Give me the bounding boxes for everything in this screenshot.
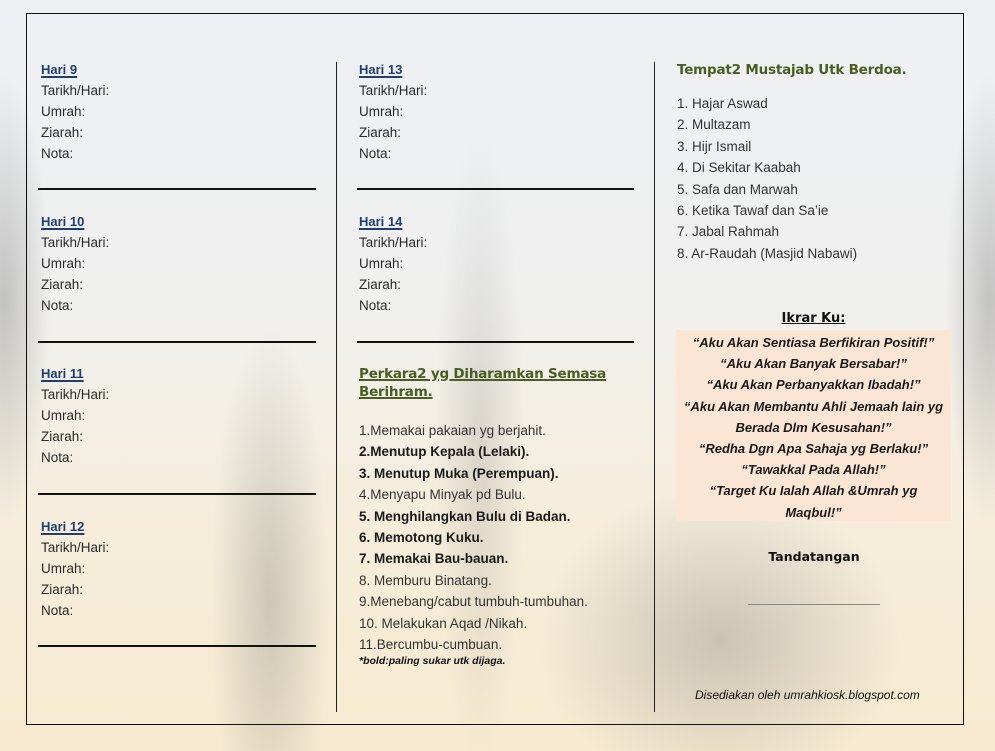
- bold-note: *bold:paling sukar utk dijaga.: [359, 655, 506, 668]
- ikrar-line: “Tawakkal Pada Allah!”: [741, 462, 886, 478]
- place-item: 5. Safa dan Marwah: [677, 181, 798, 197]
- ikrar-line: Maqbul!”: [785, 504, 842, 520]
- field-ziarah: Ziarah:: [359, 277, 402, 292]
- column-divider-1: [336, 62, 337, 712]
- day-title: Hari 11: [41, 366, 84, 381]
- ikrar-line: “Aku Akan Membantu Ahli Jemaah lain yg: [683, 398, 944, 414]
- place-item: 2. Multazam: [677, 117, 751, 133]
- field-note: Nota:: [359, 298, 392, 313]
- day-block-12: [41, 519, 109, 618]
- place-item: 6. Ketika Tawaf dan Sa’ie: [677, 202, 829, 218]
- day-title: Hari 13: [359, 62, 403, 77]
- field-note: Nota:: [41, 603, 74, 618]
- day-title: Hari 10: [41, 214, 85, 229]
- prohibited-item: 9.Menebang/cabut tumbuh-tumbuhan.: [359, 594, 588, 610]
- separator-line: [38, 493, 316, 495]
- day-block-11: [41, 366, 109, 465]
- field-umrah: Umrah:: [41, 408, 86, 423]
- field-ziarah: Ziarah:: [41, 429, 84, 444]
- field-umrah: Umrah:: [41, 256, 86, 271]
- prohibited-item: 8. Memburu Binatang.: [359, 572, 492, 588]
- day-title: Hari 12: [41, 519, 85, 534]
- prohibited-section: [359, 365, 606, 667]
- separator-line: [38, 341, 316, 343]
- ikrar-line: “Redha Dgn Apa Sahaja yg Berlaku!”: [698, 440, 929, 456]
- field-note: Nota:: [41, 450, 74, 465]
- ikrar-line: “Target Ku Ialah Allah &Umrah yg: [709, 483, 918, 499]
- place-item: 3. Hijr Ismail: [677, 138, 752, 154]
- field-date: Tarikh/Hari:: [41, 235, 110, 250]
- separator-line: [38, 188, 316, 190]
- prohibited-item: 10. Melakukan Aqad /Nikah.: [359, 615, 528, 631]
- prohibited-item: 1.Memakai pakaian yg berjahit.: [359, 423, 546, 438]
- field-note: Nota:: [41, 146, 74, 161]
- field-ziarah: Ziarah:: [359, 125, 402, 140]
- ikrar-title: Ikrar Ku:: [781, 311, 846, 326]
- prohibited-title: Perkara2 yg Diharamkan Semasa: [359, 366, 607, 382]
- separator-line: [357, 188, 634, 190]
- day-block-9: [41, 62, 109, 161]
- ikrar-line: Berada Dlm Kesusahan!”: [735, 419, 892, 435]
- prohibited-item: 7. Memakai Bau-bauan.: [359, 551, 509, 567]
- ikrar-line: “Aku Akan Banyak Bersabar!”: [720, 356, 907, 372]
- field-ziarah: Ziarah:: [41, 277, 84, 292]
- field-umrah: Umrah:: [359, 104, 404, 119]
- field-date: Tarikh/Hari:: [359, 235, 428, 250]
- prohibited-item: 2.Menutup Kepala (Lelaki).: [359, 444, 530, 460]
- field-ziarah: Ziarah:: [41, 582, 84, 597]
- place-item: 4. Di Sekitar Kaabah: [677, 160, 801, 176]
- day-title: Hari 14: [359, 214, 403, 229]
- credit-text: Disediakan oleh umrahkiosk.blogspot.com: [695, 688, 920, 702]
- field-date: Tarikh/Hari:: [41, 83, 110, 98]
- field-date: Tarikh/Hari:: [41, 387, 110, 402]
- day-block-13: [359, 62, 427, 161]
- prohibited-item: 6. Memotong Kuku.: [359, 529, 484, 545]
- field-note: Nota:: [359, 146, 392, 161]
- field-ziarah: Ziarah:: [41, 125, 84, 140]
- ikrar-line: “Aku Akan Perbanyakkan Ibadah!”: [706, 377, 921, 393]
- day-title: Hari 9: [41, 62, 78, 77]
- separator-line: [38, 645, 316, 647]
- field-date: Tarikh/Hari:: [359, 83, 428, 98]
- place-item: 7. Jabal Rahmah: [677, 224, 780, 240]
- places-title: Tempat2 Mustajab Utk Berdoa.: [677, 62, 907, 78]
- field-note: Nota:: [41, 298, 74, 313]
- day-block-14: [359, 214, 427, 313]
- field-umrah: Umrah:: [359, 256, 404, 271]
- prohibited-item: 4.Menyapu Minyak pd Bulu.: [359, 487, 526, 503]
- place-item: 8. Ar-Raudah (Masjid Nabawi): [677, 245, 858, 261]
- field-date: Tarikh/Hari:: [41, 540, 110, 555]
- ikrar-box: [676, 330, 951, 521]
- field-umrah: Umrah:: [41, 561, 86, 576]
- day-block-10: [41, 214, 109, 313]
- separator-line: [357, 341, 634, 343]
- ikrar-line: “Aku Akan Sentiasa Berfikiran Positif!”: [692, 335, 935, 350]
- place-item: 1. Hajar Aswad: [677, 96, 768, 111]
- field-umrah: Umrah:: [41, 104, 86, 119]
- column-divider-2: [654, 62, 655, 712]
- prohibited-item: 3. Menutup Muka (Perempuan).: [359, 465, 559, 481]
- signature-line: [748, 604, 880, 605]
- prohibited-item: 11.Bercumbu-cumbuan.: [359, 636, 503, 652]
- prohibited-title-2: Berihram.: [359, 384, 433, 400]
- signature-label: Tandatangan: [768, 549, 860, 564]
- prohibited-item: 5. Menghilangkan Bulu di Badan.: [359, 508, 571, 524]
- places-section: [677, 61, 906, 264]
